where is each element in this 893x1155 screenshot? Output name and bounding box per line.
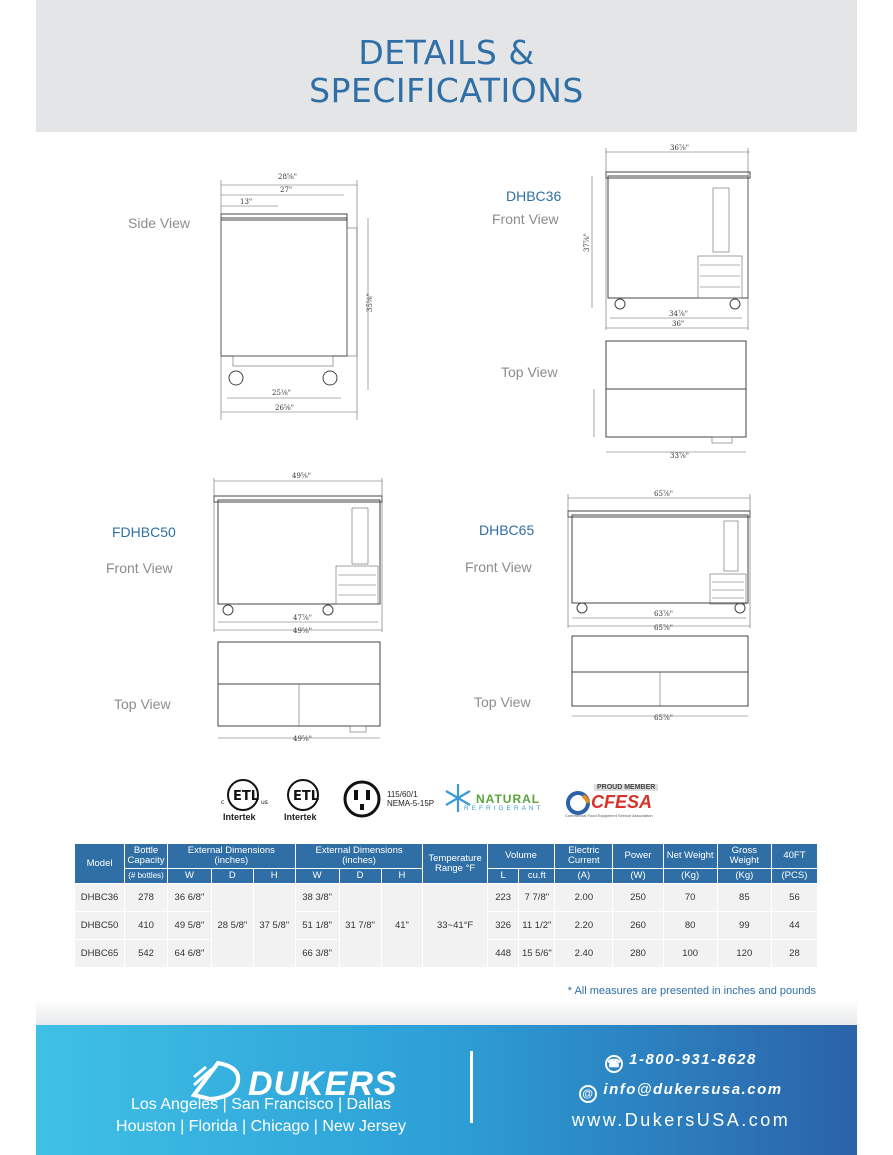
fdhbc50-front-view-label: Front View: [106, 560, 173, 576]
cities-line-1: Los Angeles | San Francisco | Dallas: [131, 1096, 391, 1113]
dhbc65-front-drawing: [568, 490, 750, 632]
fdhbc50-top-view-label: Top View: [114, 696, 171, 712]
cell-cuft: 7 7/8": [519, 884, 554, 911]
dhbc36-model-label: DHBC36: [506, 188, 562, 204]
footer-banner: [36, 1025, 857, 1155]
dim-d36-top: 36⅞": [670, 144, 689, 152]
col-volume: Volume: [488, 844, 554, 868]
dim-side-base1: 25⅛": [272, 389, 291, 397]
cell-bottles: 542: [125, 940, 167, 967]
col-bottle-unit: (# bottles): [125, 869, 167, 883]
side-view-drawing: [221, 173, 374, 420]
dim-d50-depth: 49⅝": [293, 735, 312, 743]
dim-side-13: 13": [240, 198, 253, 206]
cell-model: DHBC36: [75, 884, 124, 911]
col-w: W: [168, 869, 211, 883]
cell-net: 80: [664, 912, 717, 939]
col-net: Net Weight: [664, 844, 717, 868]
svg-text:us: us: [261, 799, 268, 806]
col-cuft: cu.ft: [519, 869, 554, 883]
fdhbc50-front-drawing: [214, 472, 382, 635]
dim-side-top: 28⅝": [278, 173, 297, 181]
dhbc36-front-view-label: Front View: [492, 211, 559, 227]
title-line-2: SPECIFICATIONS: [309, 71, 584, 110]
col-d2: D: [340, 869, 381, 883]
svg-text:ETL: ETL: [233, 789, 260, 804]
cell-power: 280: [613, 940, 662, 967]
cell-w: 64 6/8": [168, 940, 211, 967]
col-ext-dim-2: External Dimensions (inches): [296, 844, 423, 868]
dim-side-base2: 26⅝": [275, 404, 294, 412]
at-icon: @: [579, 1085, 597, 1103]
col-current-unit: (A): [555, 869, 612, 883]
dim-d65-top: 65⅞": [654, 490, 673, 498]
cell-pcs: 28: [772, 940, 817, 967]
svg-text:ETL: ETL: [293, 789, 320, 804]
cell-gross: 85: [718, 884, 771, 911]
certifications-row: [0, 778, 893, 828]
footer-fade: [36, 1000, 857, 1026]
cell-d2-shared: 31 7/8": [340, 884, 381, 967]
cell-power: 250: [613, 884, 662, 911]
footer-divider: [470, 1051, 473, 1123]
col-l: L: [488, 869, 519, 883]
cell-h-shared: 37 5/8": [254, 884, 295, 967]
nema-plug-icon: [343, 780, 383, 820]
table-row: [75, 884, 817, 911]
cell-cuft: 11 1/2": [519, 912, 554, 939]
cell-w2: 51 1/8": [296, 912, 339, 939]
dim-d65-base2: 65⅞": [654, 624, 673, 632]
cell-h2-shared: 41": [382, 884, 423, 967]
dim-d36-base2: 36": [672, 320, 685, 328]
nema-line-2: NEMA-5-15P: [387, 799, 435, 808]
cell-model: DHBC65: [75, 940, 124, 967]
cell-l: 223: [488, 884, 519, 911]
nema-plug-cert: [343, 780, 435, 825]
dhbc36-top-view-label: Top View: [501, 364, 558, 380]
dhbc36-top-drawing: [594, 341, 746, 460]
title-line-1: DETAILS &: [358, 33, 535, 72]
measures-note: * All measures are presented in inches and pounds: [567, 985, 816, 997]
cell-bottles: 278: [125, 884, 167, 911]
cities-line-2: Houston | Florida | Chicago | New Jersey: [116, 1118, 406, 1135]
col-h: H: [254, 869, 295, 883]
refrigerant-label: REFRIGERANT: [464, 805, 544, 812]
email-row[interactable]: [546, 1075, 816, 1105]
col-power: Power: [613, 844, 662, 868]
dhbc65-top-drawing: [572, 636, 748, 722]
specifications-table: [74, 843, 818, 968]
col-bottle: Bottle Capacity: [125, 844, 167, 868]
phone-number[interactable]: 1-800-931-8628: [629, 1051, 757, 1068]
cell-power: 260: [613, 912, 662, 939]
col-pcs: 40FT: [772, 844, 817, 868]
col-ext-dim-1: External Dimensions (inches): [168, 844, 295, 868]
dhbc65-top-view-label: Top View: [474, 694, 531, 710]
dim-side-27: 27": [280, 186, 293, 194]
cell-l: 448: [488, 940, 519, 967]
natural-refrigerant-cert: [442, 782, 544, 819]
cell-net: 70: [664, 884, 717, 911]
etl-sanitation-cert: [284, 778, 324, 822]
cell-net: 100: [664, 940, 717, 967]
intertek-label-2: Intertek: [284, 812, 317, 822]
phone-icon: ☎: [605, 1055, 623, 1073]
cell-w: 49 5/8": [168, 912, 211, 939]
cfesa-label: CFESA: [591, 792, 653, 812]
fdhbc50-model-label: FDHBC50: [112, 524, 176, 540]
col-gross-unit: (Kg): [718, 869, 771, 883]
cell-gross: 99: [718, 912, 771, 939]
dim-d65-depth: 65⅞": [654, 714, 673, 722]
dim-d65-base1: 63⅞": [654, 610, 673, 618]
dhbc65-front-view-label: Front View: [465, 559, 532, 575]
col-gross: Gross Weight: [718, 844, 771, 868]
fdhbc50-top-drawing: [218, 642, 380, 743]
cell-model: DHBC50: [75, 912, 124, 939]
col-temp: Temperature Range °F: [423, 844, 486, 883]
website-link[interactable]: www.DukersUSA.com: [571, 1110, 791, 1130]
cell-gross: 120: [718, 940, 771, 967]
col-model: Model: [75, 844, 124, 883]
dim-d50-base1: 47⅞": [293, 614, 312, 622]
dim-d36-depth: 33⅞": [670, 452, 689, 460]
contact-block: [546, 1045, 816, 1135]
office-cities: [96, 1094, 426, 1138]
dim-d50-top: 49⅝": [292, 472, 311, 480]
cell-cuft: 15 5/6": [519, 940, 554, 967]
cell-current: 2.40: [555, 940, 612, 967]
cell-w2: 66 3/8": [296, 940, 339, 967]
col-d: D: [212, 869, 253, 883]
col-net-unit: (Kg): [664, 869, 717, 883]
col-pcs-unit: (PCS): [772, 869, 817, 883]
cell-bottles: 410: [125, 912, 167, 939]
dhbc65-model-label: DHBC65: [479, 522, 535, 538]
phone-row[interactable]: [546, 1045, 816, 1075]
col-w2: W: [296, 869, 339, 883]
dim-d50-base2: 49⅝": [293, 627, 312, 635]
cell-l: 326: [488, 912, 519, 939]
natural-label: NATURAL: [476, 792, 541, 806]
dim-d36-base1: 34⅞": [669, 310, 688, 318]
cfesa-top-label: PROUD MEMBER: [594, 784, 658, 791]
side-view-label: Side View: [128, 215, 191, 231]
cell-d-shared: 28 5/8": [212, 884, 253, 967]
cell-pcs: 44: [772, 912, 817, 939]
dhbc36-front-drawing: [583, 144, 750, 330]
brand-name: DUKERS: [248, 1065, 398, 1103]
cell-temp-shared: 33~41°F: [423, 884, 486, 967]
dim-d36-height: 37⅞": [583, 233, 591, 252]
cell-w2: 38 3/8": [296, 884, 339, 911]
cell-pcs: 56: [772, 884, 817, 911]
cell-current: 2.00: [555, 884, 612, 911]
col-current: Electric Current: [555, 844, 612, 868]
intertek-label-1: Intertek: [223, 812, 256, 822]
etl-listed-cert: [221, 778, 271, 822]
email-address[interactable]: info@dukersusa.com: [603, 1081, 783, 1098]
cell-current: 2.20: [555, 912, 612, 939]
col-h2: H: [382, 869, 423, 883]
nema-line-1: 115/60/1: [387, 790, 418, 799]
cell-w: 36 6/8": [168, 884, 211, 911]
svg-text:c: c: [221, 799, 225, 806]
col-power-unit: (W): [613, 869, 662, 883]
etl-logo-icon: [221, 778, 271, 812]
dim-side-height: 35⅝": [366, 293, 374, 312]
etl-sanitation-logo-icon: [284, 778, 324, 812]
cfesa-sub-label: Commercial Food Equipment Service Association: [565, 813, 653, 818]
